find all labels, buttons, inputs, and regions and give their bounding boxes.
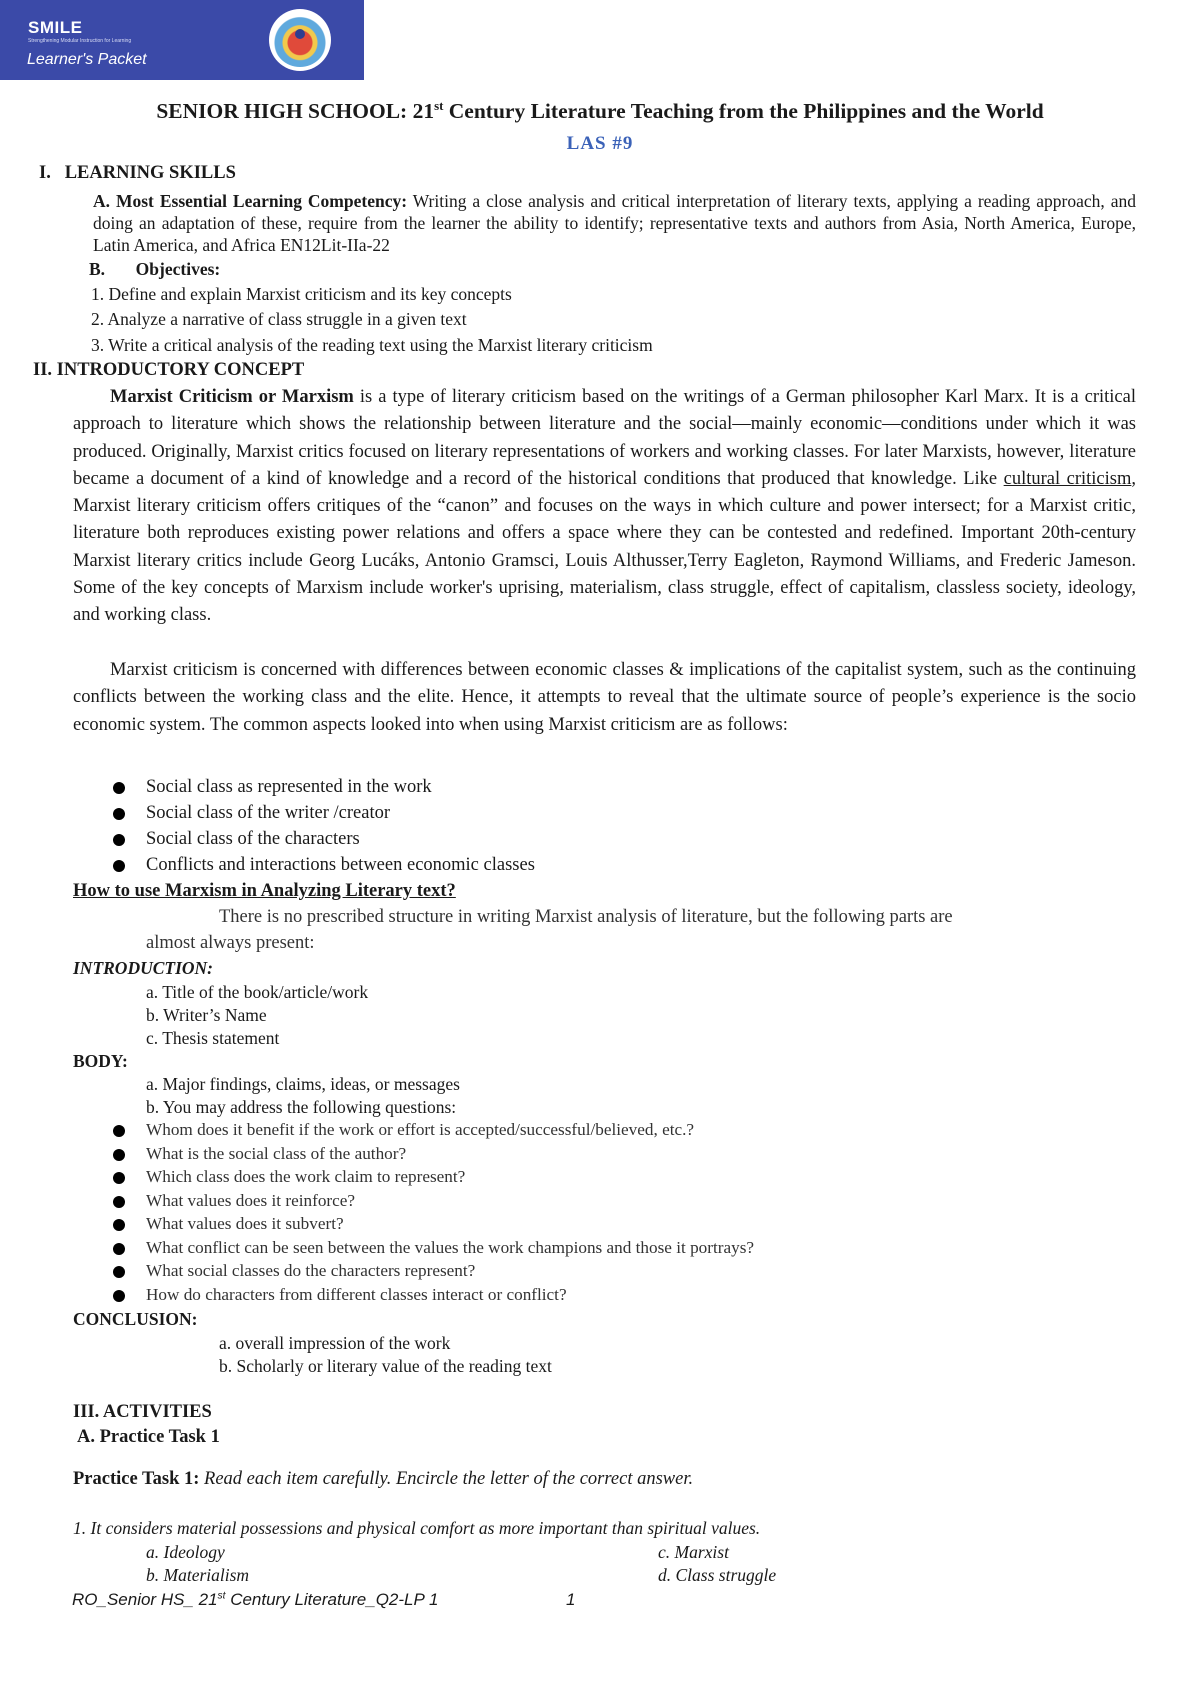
choice-d[interactable]: d. Class struggle [658, 1565, 777, 1585]
brand-tagline: Strengthening Modular Instruction for Learning [28, 38, 132, 44]
question-item: What conflict can be seen between the values the work champions and those it portrays? [146, 1238, 755, 1257]
question-item: What values does it subvert? [146, 1214, 344, 1233]
bullet-icon [113, 1149, 125, 1161]
bullet-icon [113, 1243, 125, 1255]
objective-item: 2. Analyze a narrative of class struggle in a given text [91, 309, 467, 329]
aspect-item: Social class of the characters [146, 829, 360, 849]
marxism-paragraph-2: Marxist criticism is concerned with differences between economic classes & implications of the capitalist system, such as the continuing conflicts between the working class and the elite. Hence, it attempts to reveal that the ultimate source of people’s experience is the socio economic system. The common aspects looked into when using Marxist criticism are as follows: [73, 660, 1136, 735]
bullet-icon [113, 782, 125, 794]
choice-c[interactable]: c. Marxist [658, 1542, 729, 1562]
objective-item: 3. Write a critical analysis of the reading text using the Marxist literary criticism [91, 335, 653, 355]
bullet-icon [113, 860, 125, 872]
aspect-item: Social class as represented in the work [146, 777, 432, 797]
brand-logo-text: SMILE [28, 18, 83, 37]
page-title: SENIOR HIGH SCHOOL: 21st Century Literature Teaching from the Philippines and the World [156, 98, 1044, 123]
question-item: What is the social class of the author? [146, 1144, 407, 1163]
body-item: a. Major findings, claims, ideas, or messages [146, 1074, 460, 1094]
bullet-icon [113, 834, 125, 846]
conclusion-item: b. Scholarly or literary value of the reading text [219, 1356, 552, 1376]
bullet-icon [113, 1290, 125, 1302]
introduction-label: INTRODUCTION: [73, 958, 213, 978]
question-item: What values does it reinforce? [146, 1191, 356, 1210]
practice-task-heading: A. Practice Task 1 [77, 1427, 220, 1447]
section-heading-introductory-concept: II. INTRODUCTORY CONCEPT [33, 360, 305, 380]
choice-b[interactable]: b. Materialism [146, 1565, 250, 1585]
howto-heading: How to use Marxism in Analyzing Literary text? [73, 881, 456, 901]
introduction-item: c. Thesis statement [146, 1028, 280, 1048]
bullet-icon [113, 808, 125, 820]
header-banner [0, 0, 364, 80]
section-heading-activities: III. ACTIVITIES [73, 1402, 212, 1422]
objectives-heading: B. Objectives: [89, 259, 221, 279]
introduction-item: a. Title of the book/article/work [146, 982, 369, 1002]
practice-task-instruction: Practice Task 1: Read each item carefully. Encircle the letter of the correct answer. [73, 1469, 694, 1489]
introduction-item: b. Writer’s Name [146, 1005, 267, 1025]
page-footer: RO_Senior HS_ 21st Century Literature_Q2-LP 1 [72, 1590, 439, 1609]
question-item: How do characters from different classes interact or conflict? [146, 1285, 567, 1304]
question-1: 1. It considers material possessions and physical comfort as more important than spiritual values. [73, 1518, 761, 1538]
bullet-icon [113, 1196, 125, 1208]
packet-label: Learner's Packet [27, 51, 147, 68]
question-item: Which class does the work claim to represent? [146, 1167, 466, 1186]
deped-seal-icon [269, 9, 331, 71]
choice-a[interactable]: a. Ideology [146, 1542, 225, 1562]
question-item: Whom does it benefit if the work or effort is accepted/successful/believed, etc.? [146, 1120, 695, 1139]
howto-text: almost always present: [146, 933, 315, 953]
bullet-icon [113, 1219, 125, 1231]
objective-item: 1. Define and explain Marxist criticism and its key concepts [91, 284, 512, 304]
conclusion-label: CONCLUSION: [73, 1309, 198, 1329]
las-number: LAS #9 [566, 133, 634, 154]
aspect-item: Social class of the writer /creator [146, 803, 390, 823]
body-item: b. You may address the following questions: [146, 1097, 457, 1117]
question-item: What social classes do the characters represent? [146, 1261, 476, 1280]
competency-paragraph: A. Most Essential Learning Competency: Writing a close analysis and critical interpretation of literary texts, applying a reading approach, and doing an adaptation of these, require from the learner the ability to identify; representative texts and authors from Asia, North America, Europe, Latin America, and Africa EN12Lit-IIa-22 [93, 191, 1136, 255]
page-number: 1 [566, 1590, 576, 1609]
bullet-icon [113, 1172, 125, 1184]
cultural-criticism-link[interactable]: cultural criticism [1003, 468, 1132, 489]
marxism-paragraph-1: Marxist Criticism or Marxism is a type of literary criticism based on the writings of a German philosopher Karl Marx. It is a critical approach to literature which shows the relationship between literature and the social—mainly economic—conditions under which it was produced. Originally, Marxist critics focused on literary representations of workers and working classes. For later Marxists, however, literature became a document of a kind of knowledge and a record of the historical conditions that produced that knowledge. Like cultural criticism, Marxist literary criticism offers critiques of the “canon” and focuses on the ways in which culture and power intersect; for a Marxist critic, literature both reproduces existing power relations and offers a space where they can be contested and redefined. Important 20th-century Marxist literary critics include Georg Lucáks, Antonio Gramsci, Louis Althusser,Terry Eagleton, Raymond Williams, and Frederic Jameson. Some of the key concepts of Marxism include worker's uprising, materialism, class struggle, effect of capitalism, classless society, ideology, and working class. [73, 387, 1136, 626]
bullet-icon [113, 1266, 125, 1278]
aspect-item: Conflicts and interactions between economic classes [146, 855, 535, 875]
body-label: BODY: [73, 1051, 128, 1071]
section-heading-learning-skills: I. LEARNING SKILLS [39, 163, 236, 183]
conclusion-item: a. overall impression of the work [219, 1333, 451, 1353]
howto-text: There is no prescribed structure in writing Marxist analysis of literature, but the following parts are [219, 907, 953, 927]
bullet-icon [113, 1125, 125, 1137]
